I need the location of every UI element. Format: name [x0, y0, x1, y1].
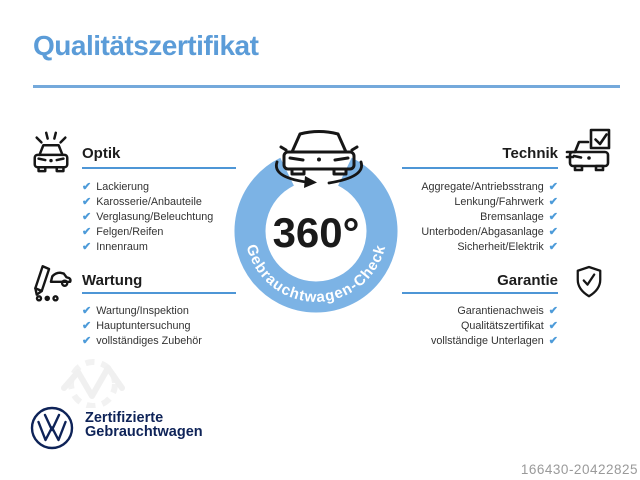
section-underline-optik: [82, 167, 236, 169]
list-item: ✔ Innenraum: [82, 241, 148, 253]
brand-line1: Zertifizierte: [85, 410, 164, 426]
check-icon: ✔: [82, 305, 92, 317]
section-title-wartung: Wartung: [82, 272, 143, 289]
list-item: Qualitätszertifikat ✔: [460, 320, 558, 332]
list-item: ✔ Wartung/Inspektion: [82, 305, 189, 317]
brand-wordmark: [85, 411, 203, 439]
garantie-check-list: [370, 304, 558, 349]
list-item: ✔ Verglasung/Beleuchtung: [82, 211, 214, 223]
wartung-check-list: [82, 304, 202, 349]
check-icon: ✔: [548, 226, 558, 238]
ring-label: Gebrauchtwagen-Check: [242, 242, 390, 307]
check-icon: ✔: [548, 241, 558, 253]
vw-logo: [30, 406, 74, 450]
section-title-technik: Technik: [502, 145, 558, 162]
degree-label: 360°: [272, 209, 360, 256]
check-icon: ✔: [548, 320, 558, 332]
vw-gear-watermark-icon: [54, 350, 132, 408]
section-title-garantie: Garantie: [497, 272, 558, 289]
car-checkbox-icon: [565, 127, 613, 173]
list-item: ✔ Hauptuntersuchung: [82, 320, 191, 332]
optik-check-list: [82, 180, 213, 255]
list-item: Garantienachweis ✔: [457, 305, 558, 317]
list-item: ✔ Felgen/Reifen: [82, 226, 164, 238]
list-item: Unterboden/Abgasanlage ✔: [421, 226, 558, 238]
list-item: ✔ vollständiges Zubehör: [82, 335, 202, 347]
check-icon: ✔: [82, 211, 92, 223]
service-checklist-icon: [28, 257, 72, 303]
check-icon: ✔: [82, 241, 92, 253]
list-item: Sicherheit/Elektrik ✔: [457, 241, 558, 253]
rotating-car-icon: [276, 132, 361, 189]
list-item: ✔ Lackierung: [82, 181, 150, 193]
section-title-optik: Optik: [82, 145, 121, 162]
list-item: Aggregate/Antriebsstrang ✔: [421, 181, 558, 193]
check-icon: ✔: [548, 335, 558, 347]
list-item: ✔ Karosserie/Anbauteile: [82, 196, 202, 208]
shield-check-icon: [574, 262, 604, 302]
list-item: Bremsanlage ✔: [480, 211, 558, 223]
page-title: Qualitätszertifikat: [33, 30, 259, 61]
check-icon: ✔: [82, 226, 92, 238]
list-item: vollständige Unterlagen ✔: [430, 335, 558, 347]
check-icon: ✔: [82, 196, 92, 208]
check-icon: ✔: [548, 196, 558, 208]
check-icon: ✔: [548, 211, 558, 223]
brand-line2: Gebrauchtwagen: [85, 424, 203, 440]
car-shine-icon: [29, 128, 73, 174]
check-icon: ✔: [82, 320, 92, 332]
technik-check-list: [370, 180, 558, 255]
document-id: 166430-20422825: [520, 462, 638, 477]
title-divider: [33, 85, 620, 88]
list-item: Lenkung/Fahrwerk ✔: [454, 196, 558, 208]
section-underline-wartung: [82, 292, 236, 294]
check-icon: ✔: [548, 305, 558, 317]
section-underline-technik: [402, 167, 558, 169]
check-icon: ✔: [548, 181, 558, 193]
section-underline-garantie: [402, 292, 558, 294]
check-icon: ✔: [82, 181, 92, 193]
check-icon: ✔: [82, 335, 92, 347]
